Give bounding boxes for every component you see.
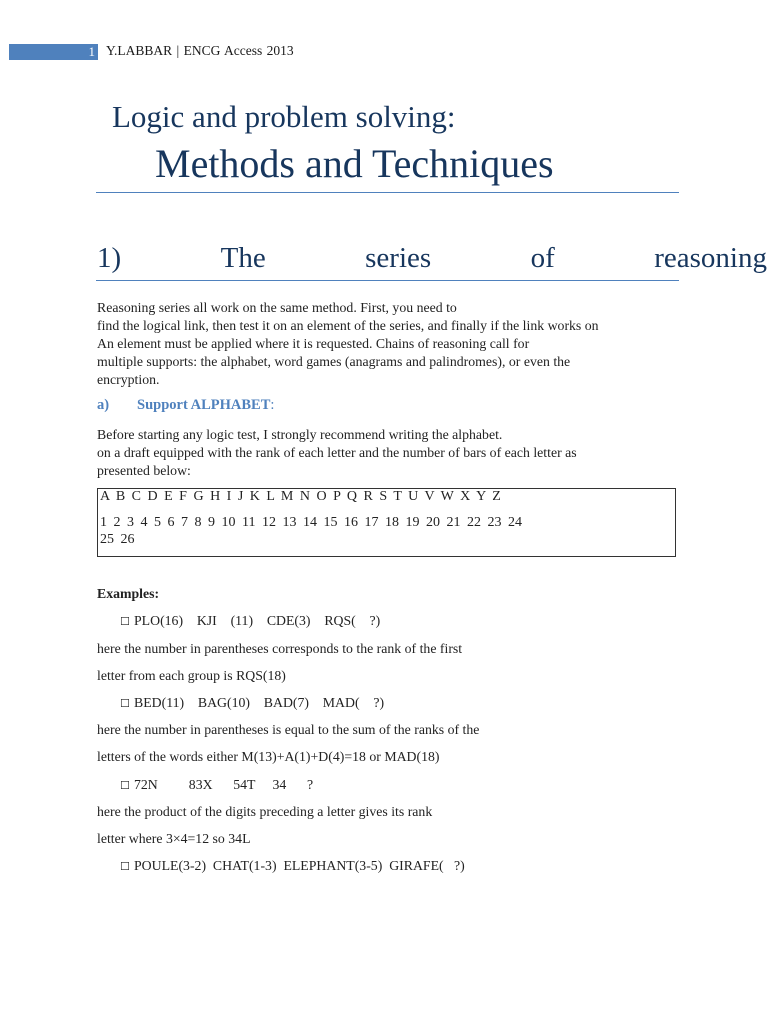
checkbox-icon: ☐ (120, 779, 130, 792)
example-item (120, 776, 313, 795)
alphabet-table (97, 488, 676, 557)
intro-line: find the logical link, then test it on an element of the series, and finally if the link works on (97, 318, 599, 333)
subsection-heading (97, 397, 274, 414)
page-number: 1 (88, 44, 95, 59)
section-heading (97, 240, 767, 276)
section-heading-word: of (530, 242, 555, 274)
title-line2: Methods and Techniques (155, 141, 554, 186)
example-item (120, 612, 380, 631)
alphabet-letters: A B C D E F G H I J K L M N O P Q R S T U V W X Y Z (100, 489, 501, 504)
section-heading-word: series (365, 242, 432, 274)
subsection-colon: : (270, 397, 275, 413)
subsection-label: Support ALPHABET (137, 397, 271, 413)
example-explanation: letters of the words either M(13)+A(1)+D(4)=18 or MAD(18) (97, 749, 440, 764)
section-rule (96, 280, 679, 281)
alphabet-intro-line: presented below: (97, 463, 191, 478)
example-text: 72N 83X 54T 34 ? (134, 777, 314, 792)
intro-line: multiple supports: the alphabet, word games (anagrams and palindromes), or even the (97, 354, 571, 369)
intro-line: Reasoning series all work on the same method. First, you need to (97, 300, 457, 315)
example-explanation: letter from each group is RQS(18) (97, 668, 286, 683)
checkbox-icon: ☐ (120, 697, 130, 710)
example-explanation: letter where 3×4=12 so 34L (97, 831, 251, 846)
alphabet-intro-paragraph (97, 426, 677, 480)
title-line1: Logic and problem solving: (112, 99, 456, 134)
example-explanation: here the product of the digits preceding a letter gives its rank (97, 804, 433, 819)
header-page-bar (9, 44, 98, 60)
alphabet-ranks-row2: 25 26 (100, 532, 135, 547)
header-text: Y.LABBAR | ENCG Access 2013 (106, 43, 294, 58)
example-explanation: here the number in parentheses corresponds to the rank of the first (97, 641, 463, 656)
section-heading-word: The (220, 242, 266, 274)
checkbox-icon: ☐ (120, 860, 130, 873)
examples-heading: Examples: (97, 586, 160, 601)
example-text: BED(11) BAG(10) BAD(7) MAD( ?) (134, 695, 385, 710)
alphabet-ranks-row1: 1 2 3 4 5 6 7 8 9 10 11 12 13 14 15 16 17 18 19 20 21 22 23 24 (100, 515, 522, 530)
example-text: POULE(3-2) CHAT(1-3) ELEPHANT(3-5) GIRAFE( ?) (134, 858, 465, 873)
example-explanation: here the number in parentheses is equal to the sum of the ranks of the (97, 722, 480, 737)
alphabet-intro-line: on a draft equipped with the rank of each letter and the number of bars of each letter as (97, 445, 577, 460)
checkbox-icon: ☐ (120, 615, 130, 628)
intro-line: An element must be applied where it is requested. Chains of reasoning call for (97, 336, 530, 351)
example-item (120, 857, 465, 876)
example-item (120, 694, 384, 713)
intro-line: encryption. (97, 372, 160, 387)
section-heading-word: 1) (97, 242, 122, 274)
intro-paragraph (97, 299, 677, 389)
subsection-number: a) (97, 397, 110, 413)
section-heading-word: reasoning (654, 242, 767, 274)
alphabet-intro-line: Before starting any logic test, I strongly recommend writing the alphabet. (97, 427, 503, 442)
title-rule (96, 192, 679, 193)
example-text: PLO(16) KJI (11) CDE(3) RQS( ?) (134, 613, 381, 628)
